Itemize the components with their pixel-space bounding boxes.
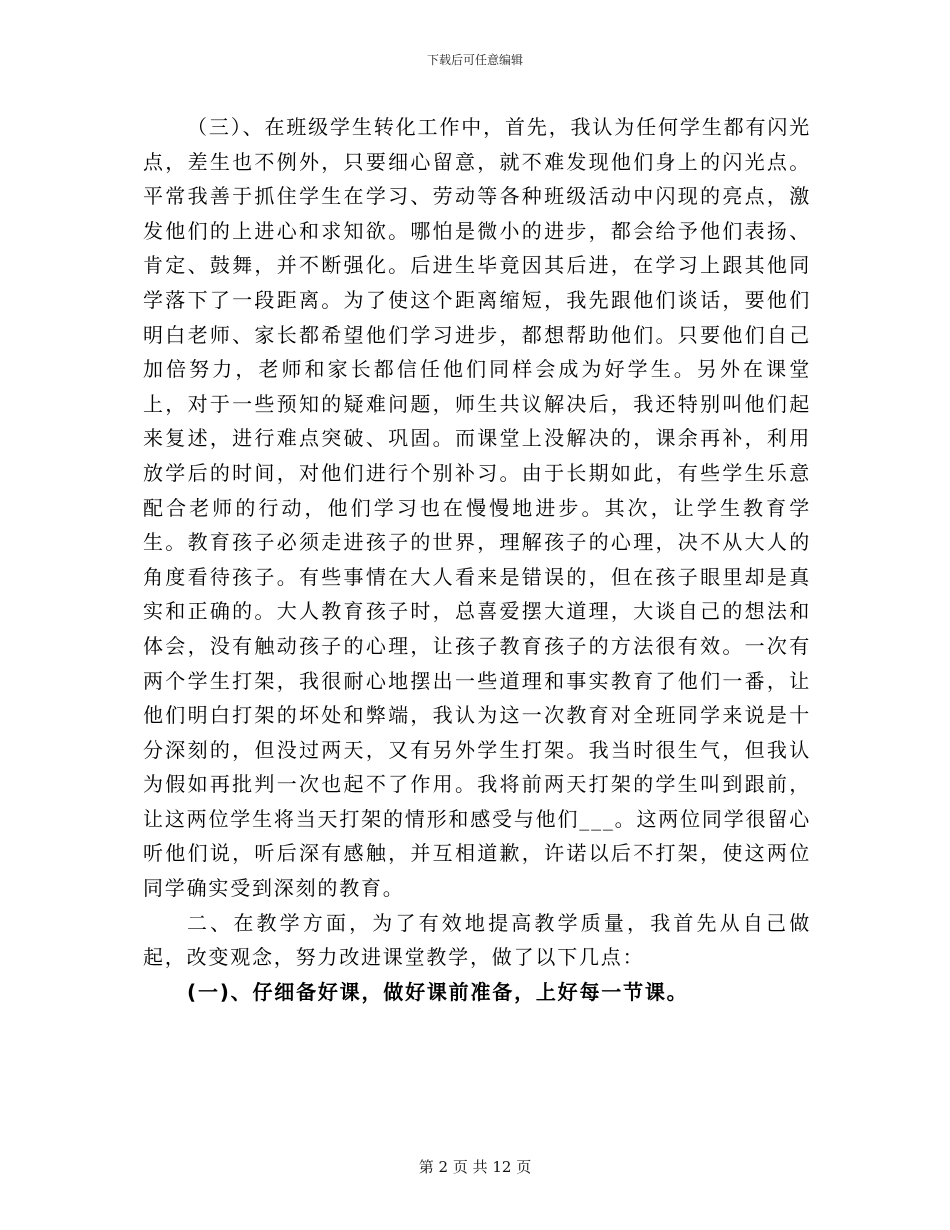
page-footer: 第 2 页 共 12 页 [418, 1158, 532, 1176]
page-header: 下载后可任意编辑 [426, 53, 523, 67]
document-body [143, 110, 811, 1009]
paragraph-class-transformation: （三）、在班级学生转化工作中，首先，我认为任何学生都有闪光点，差生也不例外，只要细心留意，就不难发现他们身上的闪光点。平常我善于抓住学生在学习、劳动等各种班级活动中闪现的亮点，激发他们的上进心和求知欲。哪怕是微小的进步，都会给予他们表扬、肯定、鼓舞，并不断强化。后进生毕竟因其后进，在学习上跟其他同学落下了一段距离。为了使这个距离缩短，我先跟他们谈话，要他们明白老师、家长都希望他们学习进步，都想帮助他们。只要他们自己加倍努力，老师和家长都信任他们同样会成为好学生。另外在课堂上，对于一些预知的疑难问题，师生共议解决后，我还特别叫他们起来复述，进行难点突破、巩固。而课堂上没解决的，课余再补，利用放学后的时间，对他们进行个别补习。由于长期如此，有些学生乐意配合老师的行动，他们学习也在慢慢地进步。其次，让学生教育学生。教育孩子必须走进孩子的世界，理解孩子的心理，决不从大人的角度看待孩子。有些事情在大人看来是错误的，但在孩子眼里却是真实和正确的。大人教育孩子时，总喜爱摆大道理，大谈自己的想法和体会，没有触动孩子的心理，让孩子教育孩子的方法很有效。一次有两个学生打架，我很耐心地摆出一些道理和事实教育了他们一番，让他们明白打架的坏处和弊端，我认为这一次教育对全班同学来说是十分深刻的，但没过两天，又有另外学生打架。我当时很生气，但我认为假如再批判一次也起不了作用。我将前两天打架的学生叫到跟前，让这两位学生将当天打架的情形和感受与他们___。这两位同学很留心听他们说，听后深有感触，并互相道歉，许诺以后不打架，使这两位同学确实受到深刻的教育。 [143, 115, 811, 901]
section-subheading: (一)、仔细备好课，做好课前准备，上好每一节课。 [187, 979, 689, 1004]
paragraph-teaching: 二、在教学方面，为了有效地提高教学质量，我首先从自己做起，改变观念，努力改进课堂教学，做了以下几点： [143, 910, 811, 970]
